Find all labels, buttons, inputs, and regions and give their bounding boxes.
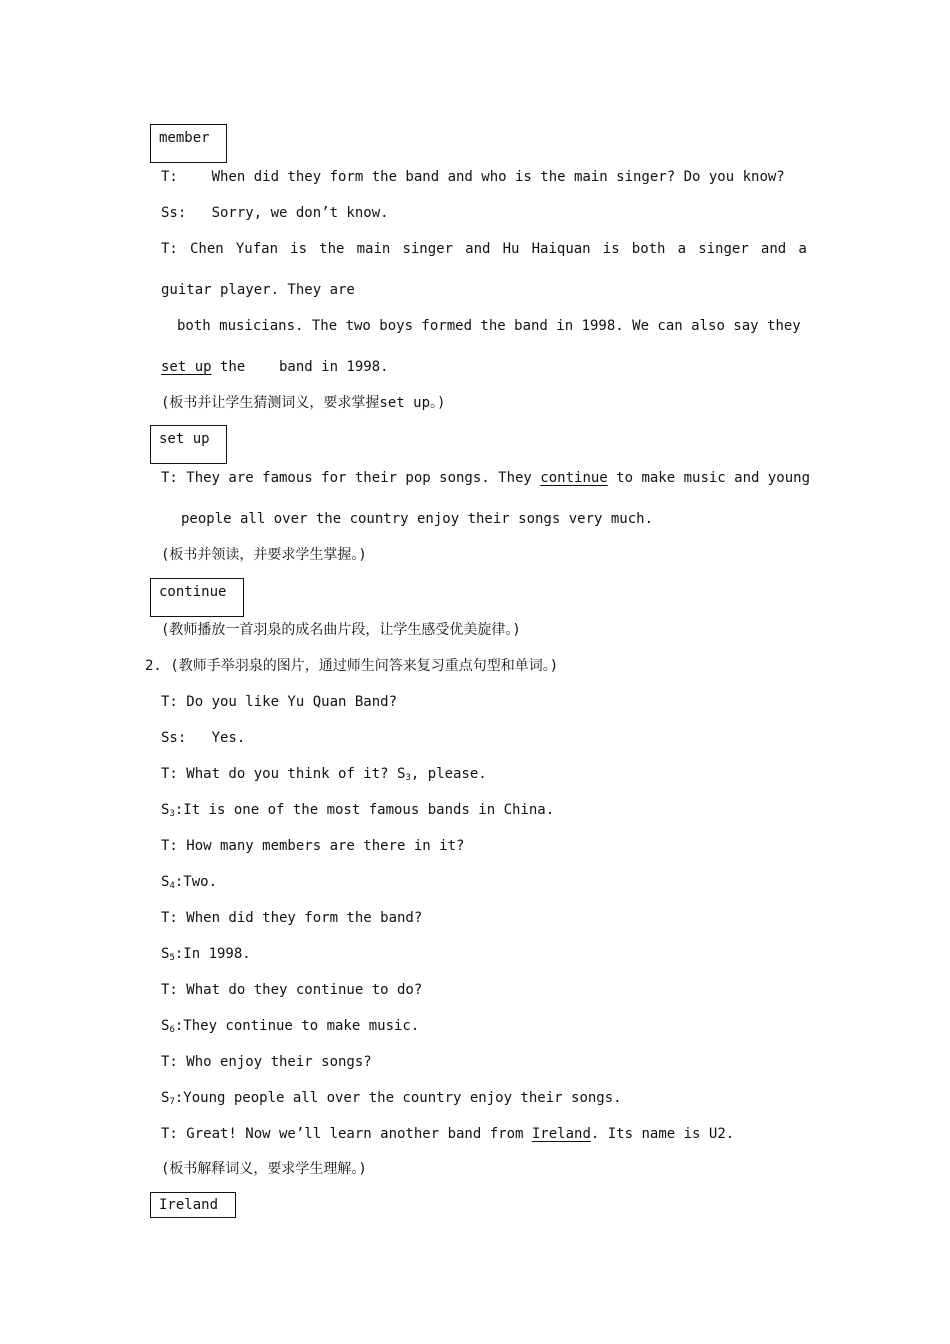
dialogue-line: T: When did they form the band and who is the main singer? Do you know? [161, 169, 785, 185]
word: a [798, 241, 807, 257]
word: and [760, 241, 787, 257]
dialogue-line: T: What do you think of it? $S_3$, please. [161, 766, 487, 783]
vocab-word: set up [159, 431, 210, 447]
dialogue-line: T: How many members are there in it? [161, 838, 465, 854]
teacher-note: (板书并让学生猜测词义，要求掌握set up。) [161, 395, 446, 411]
dialogue-line: people all over the country enjoy their songs very much. [181, 511, 654, 527]
vocab-box-ireland [150, 1192, 236, 1218]
word: and [465, 241, 491, 257]
word: Haiquan [531, 241, 591, 257]
dialogue-line: $S_3:It$ is one of the most famous bands in China. [161, 802, 555, 819]
dialogue-line: guitar player. They are [161, 282, 355, 298]
word: singer [402, 241, 454, 257]
vocab-word: Ireland [159, 1197, 219, 1213]
underlined-word: Ireland [531, 1126, 591, 1142]
vocab-box-set-up [150, 425, 227, 464]
dialogue-line: T: They are famous for their pop songs. They continue to make music and young [161, 470, 811, 486]
word: the [319, 241, 345, 257]
dialogue-line: $S_6:They$ continue to make music. [161, 1018, 420, 1035]
dialogue-line: $S_7:Young$ people all over the country enjoy their songs. [161, 1090, 622, 1107]
word: T: [161, 241, 178, 257]
dialogue-line: $S_4:Two$. [161, 874, 218, 891]
word: is [290, 241, 308, 257]
underlined-word: continue [540, 470, 608, 486]
section-item: 2. (教师手举羽泉的图片，通过师生问答来复习重点句型和单词。) [145, 658, 559, 674]
word: Yufan [235, 241, 279, 257]
teacher-note: (教师播放一首羽泉的成名曲片段，让学生感受优美旋律。) [161, 622, 521, 638]
word: a [677, 241, 687, 257]
vocab-word: continue [159, 584, 227, 600]
word: both [631, 241, 666, 257]
word: main [356, 241, 391, 257]
underlined-phrase: set up [161, 359, 212, 375]
dialogue-line: T: When did they form the band? [161, 910, 423, 926]
dialogue-line: T: Who enjoy their songs? [161, 1054, 372, 1070]
vocab-box-continue [150, 578, 244, 617]
dialogue-line: T: Do you like Yu Quan Band? [161, 694, 398, 710]
dialogue-line: $S_5:In$ 1998. [161, 946, 251, 963]
word: singer [698, 241, 749, 257]
word: Chen [190, 241, 224, 257]
word: is [602, 241, 620, 257]
dialogue-line: both musicians. The two boys formed the band in 1998. We can also say they [177, 318, 801, 334]
dialogue-line: T: What do they continue to do? [161, 982, 423, 998]
vocab-box-member [150, 124, 227, 163]
word: Hu [502, 241, 520, 257]
teacher-note: (板书并领读，并要求学生掌握。) [161, 547, 367, 563]
dialogue-line: set up the band in 1998. [161, 359, 389, 375]
dialogue-line: T: Great! Now we’ll learn another band from Ireland. Its name is U2. [161, 1126, 735, 1142]
vocab-word: member [159, 130, 210, 146]
dialogue-line: Ss: Yes. [161, 730, 246, 746]
teacher-note: (板书解释词义，要求学生理解。) [161, 1161, 367, 1177]
dialogue-line: Ss: Sorry, we don’t know. [161, 205, 389, 221]
dialogue-line-justified [161, 240, 807, 258]
